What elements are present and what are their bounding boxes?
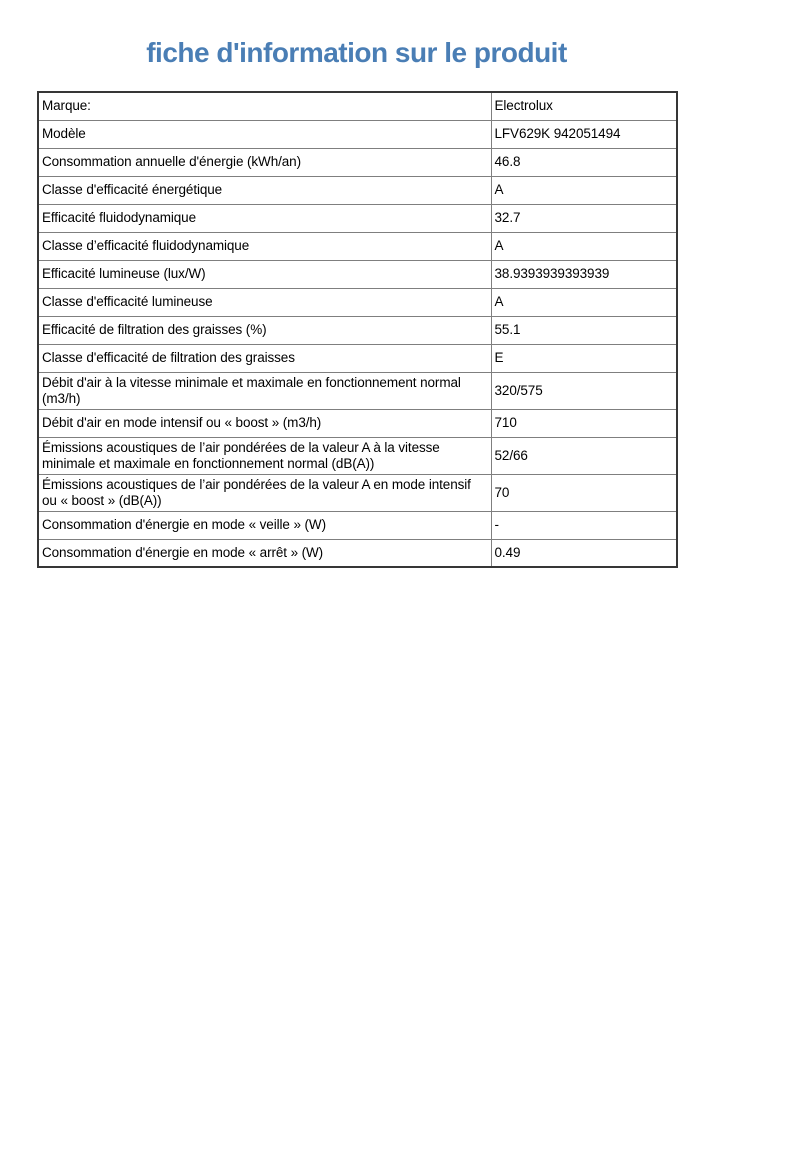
spec-value-cell: - <box>491 511 677 539</box>
spec-value-cell: 710 <box>491 409 677 437</box>
spec-value-cell: 320/575 <box>491 372 677 409</box>
spec-value-cell: 0.49 <box>491 539 677 567</box>
spec-value-cell: 46.8 <box>491 148 677 176</box>
table-row <box>38 92 677 120</box>
table-row <box>38 437 677 474</box>
table-row <box>38 260 677 288</box>
spec-value-cell: 52/66 <box>491 437 677 474</box>
spec-label-cell: Efficacité lumineuse (lux/W) <box>38 260 491 288</box>
spec-label-cell: Émissions acoustiques de l’air pondérées de la valeur A à la vitesse minimale et maximale en fonctionnement normal (dB(A)) <box>38 437 491 474</box>
spec-label-cell: Débit d'air à la vitesse minimale et maximale en fonctionnement normal (m3/h) <box>38 372 491 409</box>
table-row <box>38 148 677 176</box>
product-spec-table <box>37 91 678 568</box>
table-row <box>38 372 677 409</box>
page-title: fiche d'information sur le produit <box>146 37 567 68</box>
spec-label-cell: Consommation d'énergie en mode « veille » (W) <box>38 511 491 539</box>
spec-label-cell: Marque: <box>38 92 491 120</box>
table-row <box>38 344 677 372</box>
spec-value-cell: LFV629K 942051494 <box>491 120 677 148</box>
spec-value-cell: 55.1 <box>491 316 677 344</box>
spec-label-cell: Classe d'efficacité lumineuse <box>38 288 491 316</box>
table-row <box>38 232 677 260</box>
spec-value-cell: E <box>491 344 677 372</box>
spec-label-cell: Efficacité fluidodynamique <box>38 204 491 232</box>
table-row <box>38 204 677 232</box>
table-row <box>38 539 677 567</box>
spec-value-cell: 38.9393939393939 <box>491 260 677 288</box>
spec-value-cell: Electrolux <box>491 92 677 120</box>
table-row <box>38 120 677 148</box>
spec-label-cell: Consommation annuelle d'énergie (kWh/an) <box>38 148 491 176</box>
spec-label-cell: Modèle <box>38 120 491 148</box>
spec-label-cell: Classe d'efficacité énergétique <box>38 176 491 204</box>
table-row <box>38 409 677 437</box>
spec-label-cell: Débit d'air en mode intensif ou « boost » (m3/h) <box>38 409 491 437</box>
spec-label-cell: Efficacité de filtration des graisses (%) <box>38 316 491 344</box>
product-info-sheet <box>0 36 802 1170</box>
spec-value-cell: A <box>491 176 677 204</box>
spec-value-cell: 70 <box>491 474 677 511</box>
spec-label-cell: Classe d'efficacité de filtration des graisses <box>38 344 491 372</box>
spec-label-cell: Consommation d'énergie en mode « arrêt » (W) <box>38 539 491 567</box>
table-row <box>38 474 677 511</box>
product-spec-table-body <box>38 92 677 567</box>
spec-value-cell: A <box>491 288 677 316</box>
table-row <box>38 288 677 316</box>
table-row <box>38 316 677 344</box>
spec-label-cell: Classe d’efficacité fluidodynamique <box>38 232 491 260</box>
spec-label-cell: Émissions acoustiques de l’air pondérées de la valeur A en mode intensif ou « boost » (dB(A)) <box>38 474 491 511</box>
title-wrap <box>37 36 676 70</box>
table-row <box>38 176 677 204</box>
spec-value-cell: A <box>491 232 677 260</box>
spec-value-cell: 32.7 <box>491 204 677 232</box>
table-row <box>38 511 677 539</box>
